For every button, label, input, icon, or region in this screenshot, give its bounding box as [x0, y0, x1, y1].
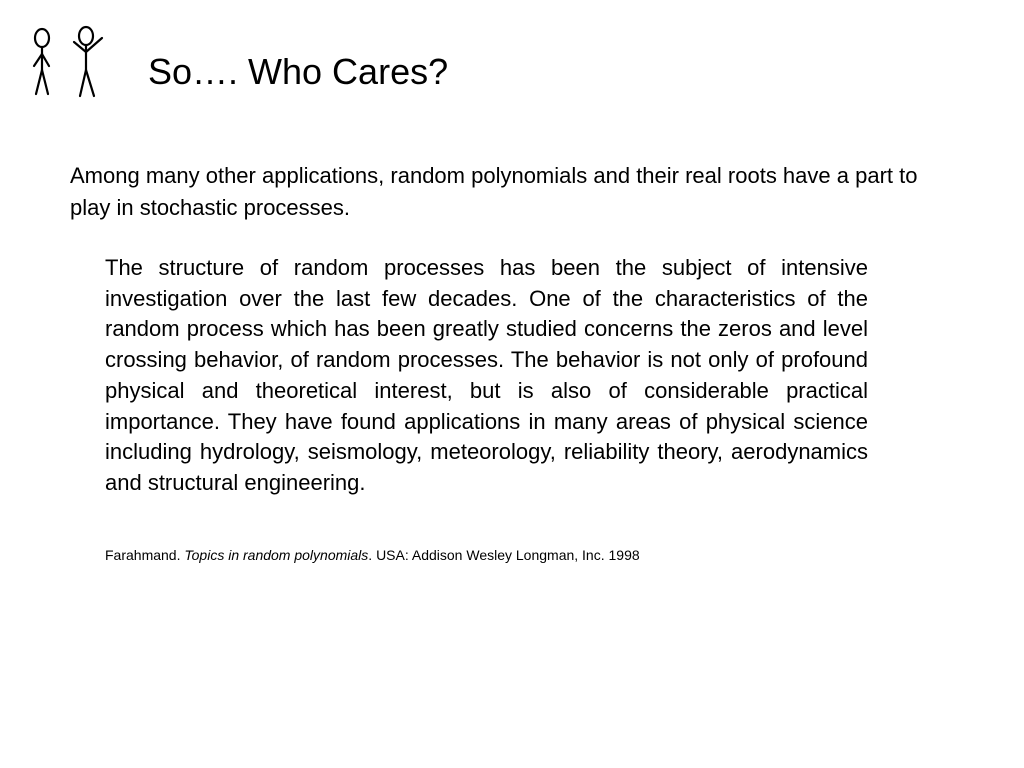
- intro-text: Among many other applications, random polynomials and their real roots have a part to play in stochastic processes.: [70, 163, 918, 220]
- citation: [105, 545, 640, 565]
- stick-figures-icon: [28, 22, 108, 102]
- citation-book-title: Topics in random polynomials: [184, 547, 369, 563]
- quote-block: The structure of random processes has been the subject of intensive investigation over the last few decades. One of the characteristics of the random process which has been greatly studied concerns the zeros and level crossing behavior, of random processes. The behavior is not only of profound physical and theoretical interest, but is also of considerable practical importance. They have found applications in many areas of physical science including hydrology, seismology, meteorology, reliability theory, aerodynamics and structural engineering.: [105, 255, 868, 495]
- citation-publisher: . USA: Addison Wesley Longman, Inc. 1998: [368, 547, 640, 563]
- slide-title: So…. Who Cares?: [148, 51, 449, 92]
- citation-author: Farahmand.: [105, 547, 181, 563]
